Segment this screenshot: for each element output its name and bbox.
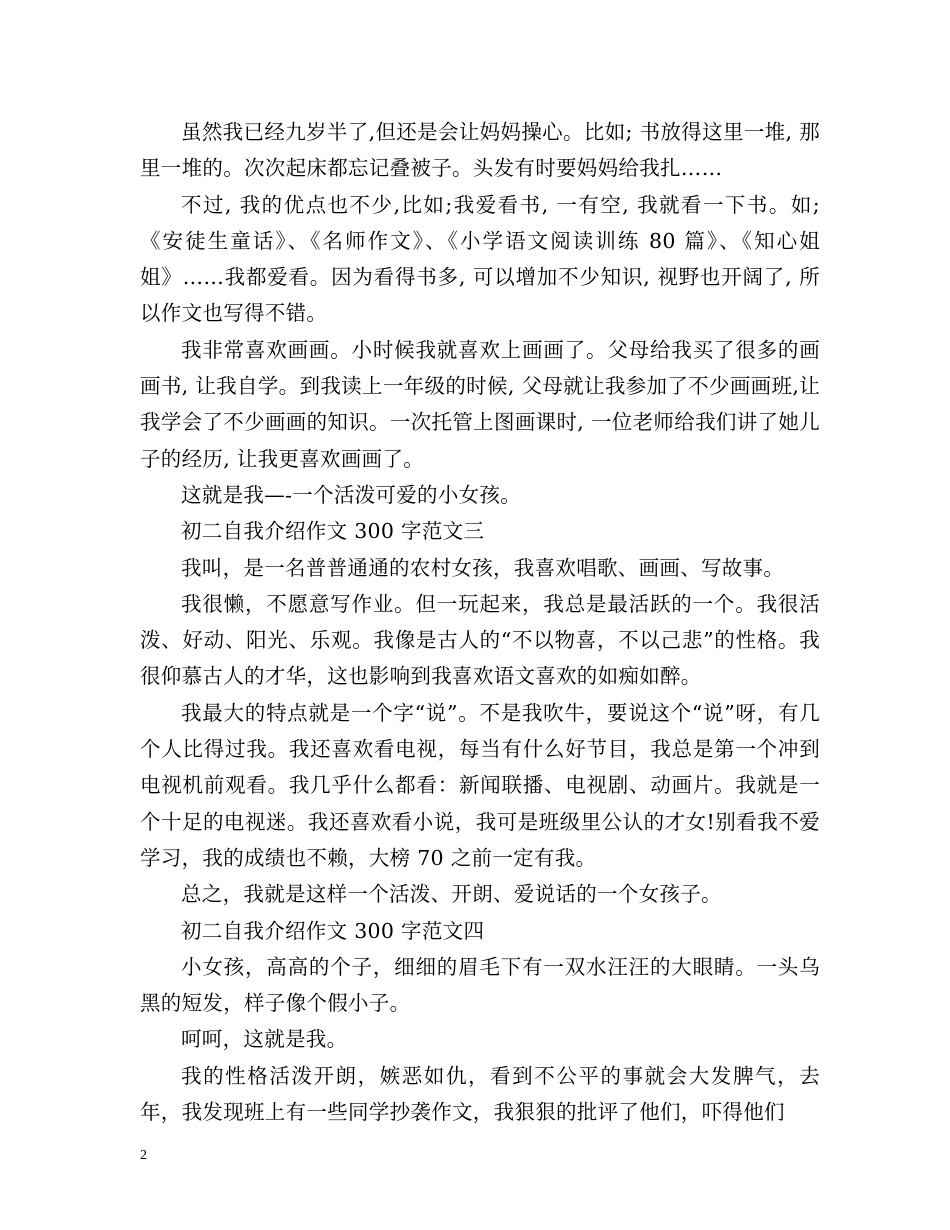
section-heading: 初二自我介绍作文 300 字范文三 [181,519,485,544]
paragraph: 我很懒，不愿意写作业。但一玩起来，我总是最活跃的一个。我很活泼、好动、阳光、乐观。我像是古人的“不以物喜，不以己悲”的性格。我很仰慕古人的才华，这也影响到我喜欢语文喜欢的如痴如醉。 [140,591,820,689]
paragraph: 我叫，是一名普普通通的农村女孩，我喜欢唱歌、画画、写故事。 [181,555,785,580]
paragraph: 呵呵，这就是我。 [181,1027,348,1052]
page-number: 2 [140,1148,147,1163]
paragraph: 小女孩，高高的个子，细细的眉毛下有一双水汪汪的大眼睛。一头乌黑的短发，样子像个假小子。 [140,954,820,1016]
paragraph: 这就是我—-一个活泼可爱的小女孩。 [181,482,522,507]
paragraph: 总之，我就是这样一个活泼、开朗、爱说话的一个女孩子。 [181,882,722,907]
paragraph: 虽然我已经九岁半了,但还是会让妈妈操心。比如; 书放得这里一堆, 那里一堆的。次次起床都忘记叠被子。头发有时要妈妈给我扎…… [140,120,820,181]
paragraph: 我的性格活泼开朗，嫉恶如仇，看到不公平的事就会大发脾气，去年，我发现班上有一些同学抄袭作文，我狠狠的批评了他们，吓得他们 [140,1063,820,1125]
paragraph: 不过, 我的优点也不少,比如;我爱看书, 一有空, 我就看一下书。如;《安徒生童话》、《名师作文》、《小学语文阅读训练 80 篇》、《知心姐姐》……我都爱看。因为看得书多, 可以增加不少知识, 视野也开阔了, 所以作文也写得不错。 [140,192,820,326]
document-body [140,114,820,1130]
paragraph: 我最大的特点就是一个字“说”。不是我吹牛，要说这个“说”呀，有几个人比得过我。我还喜欢看电视，每当有什么好节目，我总是第一个冲到电视机前观看。我几乎什么都看：新闻联播、电视剧、动画片。我就是一个十足的电视迷。我还喜欢看小说，我可是班级里公认的才女!别看我不爱学习，我的成绩也不赖，大榜 70 之前一定有我。 [140,700,820,870]
paragraph: 我非常喜欢画画。小时候我就喜欢上画画了。父母给我买了很多的画画书, 让我自学。到我读上一年级的时候, 父母就让我参加了不少画画班,让我学会了不少画画的知识。一次托管上图画课时, 一位老师给我们讲了她儿子的经历, 让我更喜欢画画了。 [140,337,820,471]
section-heading: 初二自我介绍作文 300 字范文四 [181,918,485,943]
